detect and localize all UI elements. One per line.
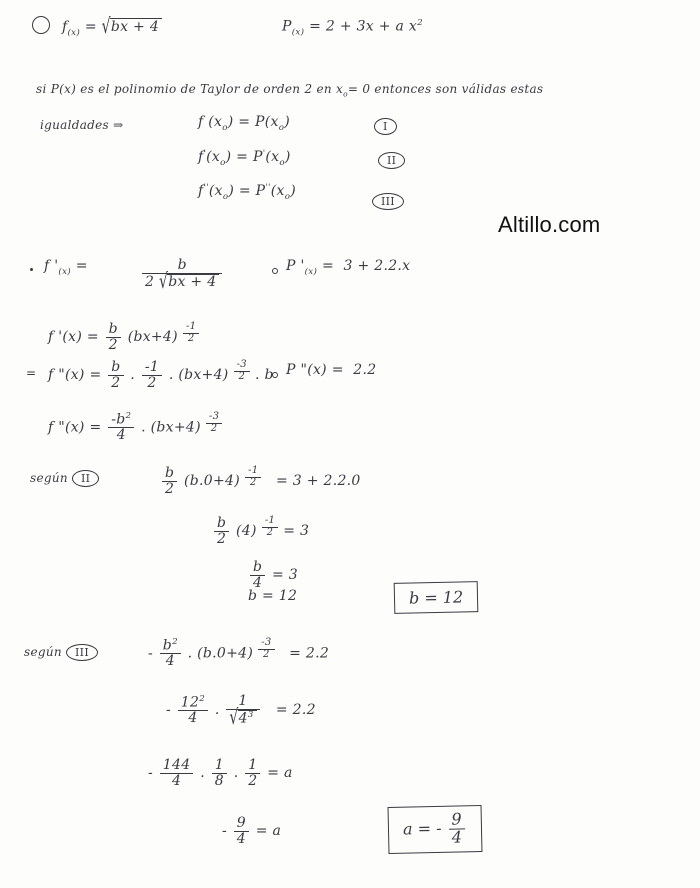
- step3-den: 4: [253, 574, 263, 591]
- f-second-paren: . (bx+4): [168, 367, 229, 384]
- tag-III: [372, 193, 404, 210]
- step1-den: 2: [165, 480, 175, 497]
- f-prime-equals: =: [75, 258, 88, 274]
- step-3: [248, 560, 298, 590]
- step2-exp-num: -1: [262, 516, 278, 528]
- f-prime-fraction: [140, 257, 224, 294]
- segun-II-tag: II: [72, 470, 99, 487]
- f-prime-alt-den: 2: [108, 336, 118, 353]
- step3-equals: = 3: [272, 567, 299, 584]
- fx-arg: (x): [67, 27, 81, 38]
- equality-II: $f'(x_o) = P'(x_o)$: [198, 148, 291, 168]
- step7-num: 144: [160, 758, 194, 774]
- step1-equals: = 3 + 2.2.0: [276, 473, 361, 490]
- step7-den: 4: [172, 772, 182, 789]
- f-prime-numerator: b: [142, 258, 222, 274]
- step2-paren: (4): [236, 523, 257, 540]
- step5-den: 4: [165, 653, 175, 670]
- step2-den: 2: [217, 530, 227, 547]
- step2-equals: = 3: [283, 523, 310, 540]
- f-second-final: [48, 412, 224, 443]
- step8-minus: -: [222, 823, 228, 840]
- f-prime-alt-paren: (bx+4): [127, 329, 178, 346]
- tag-II-label: II: [378, 152, 405, 169]
- tag-I-label: I: [374, 118, 397, 135]
- f-second-final-exp-num: -3: [206, 412, 222, 424]
- statement-text-2: = 0 entonces son válidas estas: [347, 82, 544, 96]
- eq-I-left: f (x: [198, 114, 223, 130]
- statement-line-1: [36, 82, 543, 98]
- p-prime-arg: (x): [304, 266, 318, 277]
- step7-f1-den: 8: [214, 772, 224, 789]
- step7-minus: -: [148, 765, 154, 782]
- px-equals: =: [309, 18, 322, 35]
- step5-paren: . (b.0+4): [187, 645, 254, 662]
- step6-frac-den: [226, 706, 259, 731]
- boxed-result-b: b = 12: [394, 581, 479, 614]
- watermark: Altillo.com: [498, 212, 601, 237]
- p-prime-definition: [286, 258, 410, 277]
- segun-III-text: según: [24, 645, 62, 659]
- f-second-derivative: f "(x) = $\frac{b}{2}$ . $\frac{-1}{2}$ . (bx+4) $^{\frac{-3}{2}}$ . b: [48, 359, 274, 391]
- p-prime-body: 3 + 2.2.x: [343, 258, 411, 274]
- statement-text-1: si P(x) es el polinomio de Taylor de orden 2 en x: [36, 82, 344, 96]
- f-prime-den-coef: 2: [145, 273, 155, 290]
- step1-num: b: [162, 466, 177, 482]
- tag-I: [374, 118, 397, 135]
- segun-III-tag: III: [66, 644, 98, 661]
- step-5: [148, 638, 329, 669]
- step7-equals: = a: [267, 765, 293, 782]
- statement-line-2: igualdades ⇒: [40, 118, 124, 132]
- f-prime-alt-label: f '(x) =: [48, 329, 99, 346]
- step-1: [160, 466, 361, 496]
- step7-f2-den: 2: [248, 772, 258, 789]
- step2-exp-den: 2: [266, 526, 274, 538]
- f-prime-label: f ': [44, 258, 59, 274]
- step7-dot1: .: [200, 765, 205, 782]
- boxed-a-den: 4: [451, 827, 463, 847]
- step6-den: 4: [188, 709, 198, 726]
- f-second-final-num: $-b^2$: [108, 412, 134, 428]
- p-second-derivative: [286, 362, 376, 378]
- step6-radicand: $4^3$: [238, 710, 257, 726]
- step6-equals: = 2.2: [275, 702, 316, 719]
- step-2: [212, 516, 309, 546]
- eq-I-right-sub: o: [278, 122, 285, 133]
- step6-minus: -: [166, 702, 172, 719]
- tag-II: [378, 152, 405, 169]
- f-prime-alt-num: b: [106, 322, 121, 338]
- bullet-point: [272, 372, 278, 378]
- p-prime-equals: =: [321, 258, 334, 274]
- segun-III-label: [24, 644, 98, 661]
- taylor-polynomial-definition: [282, 18, 423, 37]
- bullet-point: [30, 268, 33, 271]
- f-prime-arg: (x): [58, 266, 71, 277]
- step6-dot: .: [214, 702, 220, 719]
- sqrt-icon: √: [158, 269, 169, 294]
- boxed-result-a: [388, 805, 483, 854]
- step1-exp-num: -1: [245, 466, 261, 478]
- step6-num: $12^2$: [178, 695, 208, 711]
- eq-I-close: ): [284, 114, 291, 130]
- f-second-exp-den: 2: [238, 370, 246, 382]
- f-prime-alt-exp-num: -1: [183, 322, 199, 334]
- step1-paren: (b.0+4): [184, 473, 241, 490]
- statement-text-3: igualdades: [40, 118, 110, 132]
- tag-III-label: III: [372, 193, 404, 210]
- step8-den: 4: [236, 830, 247, 847]
- equals-marker: =: [26, 366, 37, 380]
- function-definition: [62, 15, 162, 39]
- step3-num: b: [250, 560, 265, 576]
- step8-num: 9: [234, 816, 249, 832]
- fx-radicand: bx + 4: [110, 18, 162, 35]
- f-second-b-den: 2: [147, 374, 157, 391]
- segun-II-label: [30, 470, 99, 487]
- step5-num: $b^2$: [160, 638, 181, 654]
- f-second-final-den: 4: [116, 427, 126, 444]
- step5-equals: = 2.2: [289, 645, 330, 662]
- p-second-label: P "(x): [286, 362, 327, 378]
- segun-II-text: según: [30, 471, 68, 485]
- f-prime-alt-form: [48, 322, 201, 352]
- boxed-a-prefix: a = -: [402, 818, 442, 839]
- f-prime-definition: [44, 258, 88, 277]
- sqrt-icon: √: [229, 706, 239, 731]
- f-second-b-num: -1: [142, 360, 162, 376]
- eq-I-left-sub: o: [222, 122, 228, 133]
- boxed-a-num: 9: [448, 811, 465, 829]
- fx-label: f: [62, 19, 68, 35]
- step2-num: b: [214, 516, 229, 532]
- p-prime-label: P ': [286, 258, 305, 274]
- step7-f2-num: 1: [245, 758, 260, 774]
- p-second-equals: =: [331, 362, 344, 378]
- problem-number: [32, 16, 50, 38]
- eq-I-mid: ) = P(x: [227, 114, 279, 130]
- f-prime-alt-exp-den: 2: [187, 332, 195, 344]
- f-second-label: f "(x) =: [48, 367, 102, 384]
- f-second-final-exp-den: 2: [210, 422, 218, 434]
- f-second-a-num: b: [108, 360, 123, 376]
- step6-frac-num: 1: [226, 694, 259, 710]
- step5-exp-num: -3: [258, 638, 274, 650]
- equality-I: [198, 114, 290, 133]
- f-second-final-label: f "(x) =: [48, 419, 102, 436]
- f-second-final-paren: . (bx+4): [141, 419, 201, 436]
- step5-minus: -: [148, 645, 154, 662]
- px-body: 2 + 3x + a x: [325, 18, 418, 35]
- px-arg: (x): [291, 27, 305, 38]
- f-prime-denominator: [142, 269, 222, 294]
- problem-number-circle: [32, 16, 50, 34]
- step-4: b = 12: [248, 588, 298, 604]
- step7-f1-num: 1: [212, 758, 227, 774]
- step8-equals: = a: [255, 823, 282, 840]
- f-second-exp-num: -3: [234, 360, 250, 372]
- step1-exp-den: 2: [249, 476, 257, 488]
- step5-exp-den: 2: [263, 648, 270, 660]
- f-second-tail: . b: [255, 367, 274, 384]
- step7-dot2: .: [233, 765, 239, 782]
- step-7: [148, 758, 293, 788]
- f-prime-den-radicand: bx + 4: [167, 274, 219, 290]
- px-exponent: 2: [417, 18, 423, 28]
- p-second-body: 2.2: [353, 362, 377, 378]
- sqrt-icon: √: [101, 15, 111, 39]
- step-8: [222, 816, 281, 846]
- equality-III: $f''(x_o) = P''(x_o)$: [198, 182, 297, 202]
- px-label: P: [282, 18, 292, 35]
- step-6: [166, 693, 316, 731]
- f-second-a-den: 2: [111, 374, 121, 391]
- statement-subscript: o: [343, 89, 348, 99]
- bullet-point: [272, 268, 278, 274]
- fx-equals: =: [84, 19, 97, 35]
